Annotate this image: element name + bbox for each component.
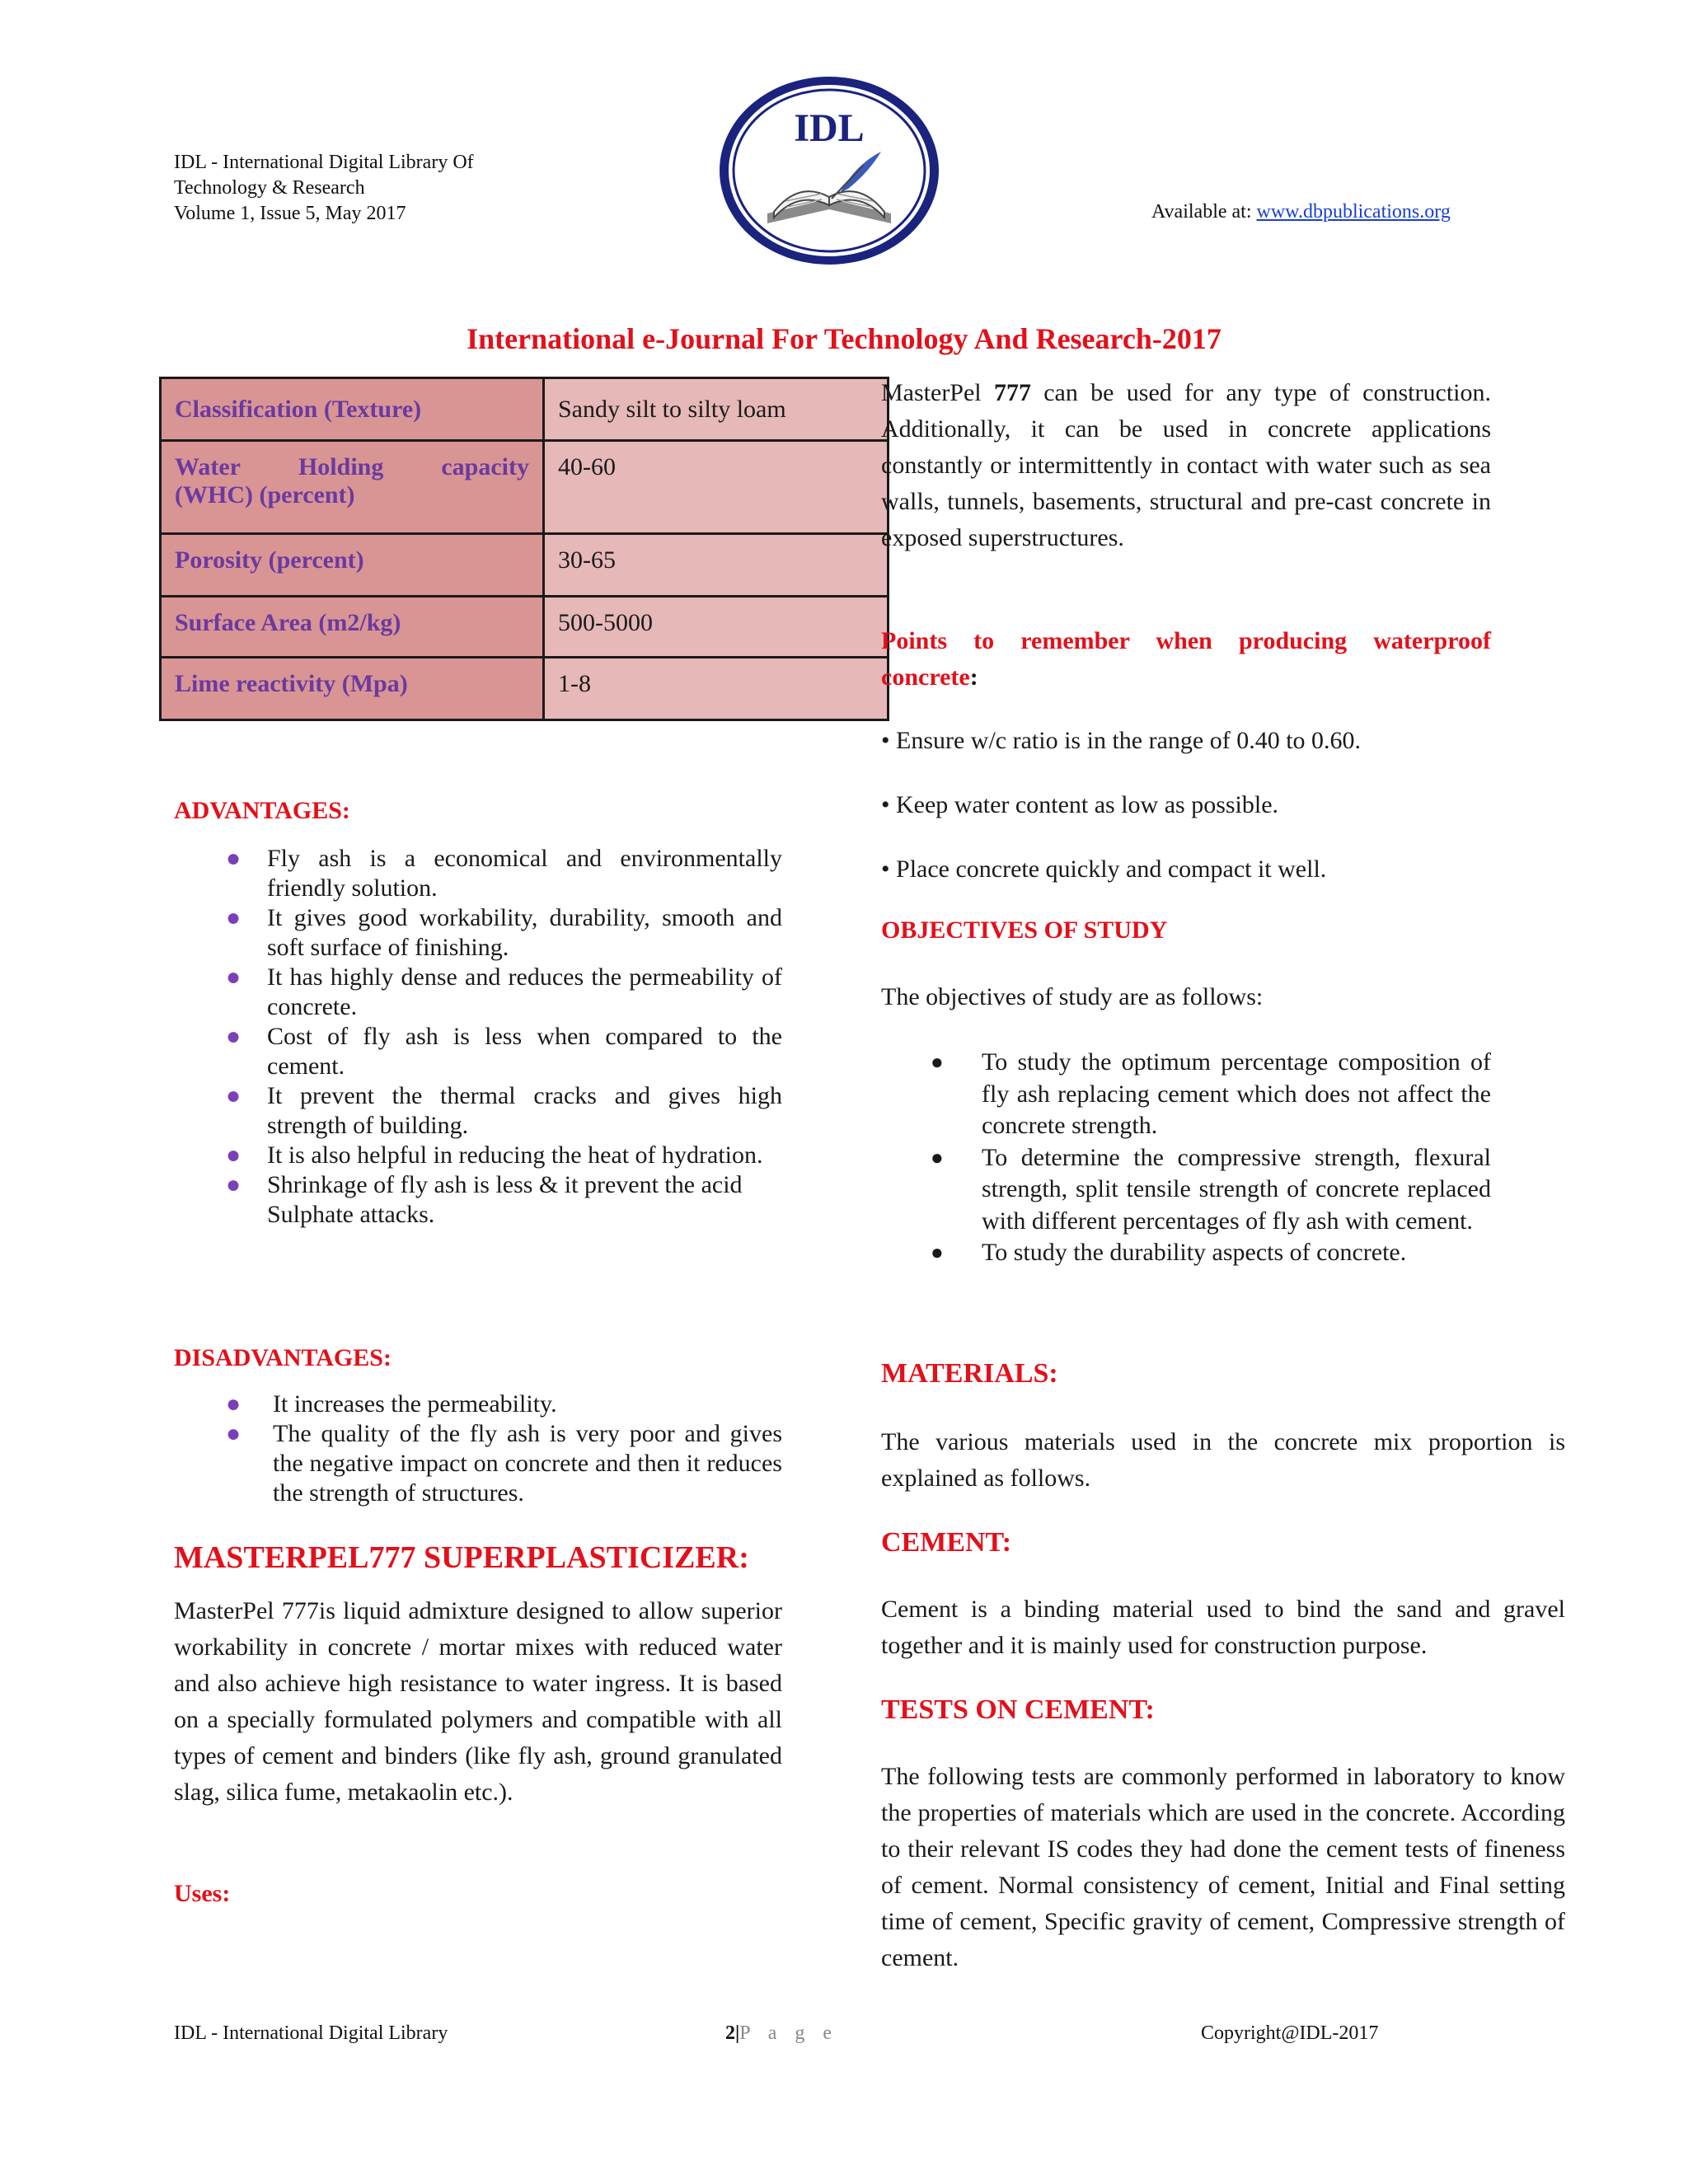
available-at [1151, 201, 1451, 223]
bullet-icon: ● [931, 1050, 944, 1074]
uses-heading: Uses: [174, 1880, 231, 1907]
table-value: 500-5000 [544, 597, 889, 658]
cement-body: Cement is a binding material used to bind the sand and gravel together and it is mainly used for construction purpose. [881, 1596, 1565, 1659]
header-line-3: Volume 1, Issue 5, May 2017 [174, 203, 406, 224]
table-row [161, 658, 889, 720]
table-key-word: Holding [298, 453, 384, 480]
table-key-line: (WHC) (percent) [175, 481, 355, 509]
table-key: Surface Area (m2/kg) [161, 597, 544, 658]
bullet-icon: ● [226, 1420, 241, 1447]
disadvantages-heading: DISADVANTAGES: [174, 1344, 392, 1371]
list-item: ● It prevent the thermal cracks and gives high strength of building. [226, 1082, 782, 1139]
materials-heading: MATERIALS: [881, 1358, 1058, 1389]
header-journal-info [174, 150, 474, 227]
footer-copyright: Copyright@IDL-2017 [1201, 2022, 1379, 2044]
available-label: Available at: [1151, 201, 1257, 223]
bullet-icon: ● [226, 1171, 241, 1198]
idl-logo [716, 73, 942, 268]
masterpel-uses-text: MasterPel 777 can be used for any type of construction. Additionally, it can be used in concrete applications constantly or intermittently in contact with water such as sea walls, tunnels, basements, structural and pre-cast concrete in exposed superstructures. [881, 379, 1491, 551]
table-value: 30-65 [544, 534, 889, 597]
objectives-list [881, 1047, 1491, 1269]
table-value: Sandy silt to silty loam [544, 378, 889, 441]
table-value: 40-60 [544, 441, 889, 534]
list-item: ● It has highly dense and reduces the permeability of concrete. [226, 963, 782, 1020]
materials-body: The various materials used in the concrete mix proportion is explained as follows. [881, 1428, 1565, 1492]
table-row [161, 597, 889, 658]
objectives-intro: The objectives of study are as follows: [881, 983, 1264, 1010]
table-key: Classification (Texture) [161, 378, 544, 441]
list-item: ● It is also helpful in reducing the heat of hydration. [226, 1141, 763, 1169]
bullet-icon: ● [226, 1390, 241, 1418]
points-heading: Points to remember when producing waterproof concrete: [881, 627, 1491, 691]
point-item: • Keep water content as low as possible. [881, 791, 1279, 818]
table-key-word: Water [175, 453, 241, 480]
list-item: ● It increases the permeability. [226, 1390, 557, 1418]
bullet-icon: ● [226, 1141, 241, 1169]
list-item: ● It gives good workability, durability, smooth and soft surface of finishing. [226, 904, 782, 961]
advantages-list [174, 844, 782, 1230]
header-line-2: Technology & Research [174, 177, 365, 199]
table-row [161, 441, 889, 534]
table-key: Porosity (percent) [161, 534, 544, 597]
bullet-icon: ● [226, 963, 241, 991]
point-item: • Ensure w/c ratio is in the range of 0.40 to 0.60. [881, 727, 1362, 754]
table-key [161, 441, 544, 534]
tests-heading: TESTS ON CEMENT: [881, 1694, 1155, 1725]
list-item: ● The quality of the fly ash is very poor and gives the negative impact on concrete and then it reduces the strength of structures. [226, 1420, 782, 1507]
bullet-icon: ● [226, 1023, 241, 1050]
disadvantages-list [174, 1390, 782, 1508]
masterpel-body: MasterPel 777is liquid admixture designed to allow superior workability in concrete / mortar mixes with reduced water and also achieve high resistance to water ingress. It is based on a specially formulated polymers and compatible with all types of cement and binders (like fly ash, ground granulated slag, silica fume, metakaolin etc.). [174, 1597, 782, 1806]
dbpublications-link[interactable]: www.dbpublications.org [1256, 201, 1451, 223]
point-item: • Place concrete quickly and compact it well. [881, 855, 1327, 883]
list-item: ● To study the optimum percentage composition of fly ash replacing cement which does not affect the concrete strength. [931, 1048, 1491, 1139]
masterpel-heading: MASTERPEL777 SUPERPLASTICIZER: [174, 1540, 749, 1575]
list-item: ● Shrinkage of fly ash is less & it prevent the acid [226, 1171, 743, 1198]
bullet-icon: ● [931, 1240, 944, 1264]
table-key: Lime reactivity (Mpa) [161, 658, 544, 720]
bullet-icon: ● [226, 904, 241, 931]
bullet-icon: ● [226, 845, 241, 872]
logo-text: IDL [794, 106, 865, 150]
fly-ash-properties-table [159, 377, 889, 721]
cement-heading: CEMENT: [881, 1527, 1012, 1558]
bullet-icon: ● [931, 1145, 944, 1169]
list-item: ● To determine the compressive strength, flexural strength, split tensile strength of concrete replaced with different percentages of fly ash with cement. [931, 1143, 1491, 1235]
list-item: ● Cost of fly ash is less when compared to the cement. [226, 1023, 782, 1080]
journal-title: International e-Journal For Technology And Research-2017 [467, 322, 1221, 355]
list-item: ● Fly ash is a economical and environmentally friendly solution. [226, 845, 782, 902]
objectives-heading: OBJECTIVES OF STUDY [881, 916, 1168, 944]
bullet-icon: ● [226, 1082, 241, 1109]
list-item: ● To study the durability aspects of concrete. [881, 1237, 1491, 1269]
table-row [161, 378, 889, 441]
table-row [161, 534, 889, 597]
table-key-word: capacity [441, 453, 529, 480]
list-item-continuation: Sulphate attacks. [267, 1201, 435, 1228]
page-number: 2|P a g e [725, 2022, 839, 2044]
tests-body: The following tests are commonly performed in laboratory to know the properties of materials which are used in the concrete. According to their relevant IS codes they had done the cement tests of fineness of cement. Normal consistency of cement, Initial and Final setting time of cement, Specific gravity of cement, Compressive strength of cement. [881, 1763, 1565, 1971]
header-line-1: IDL - International Digital Library Of [174, 152, 474, 173]
footer-left: IDL - International Digital Library [174, 2022, 448, 2044]
advantages-heading: ADVANTAGES: [174, 797, 350, 824]
table-value: 1-8 [544, 658, 889, 720]
